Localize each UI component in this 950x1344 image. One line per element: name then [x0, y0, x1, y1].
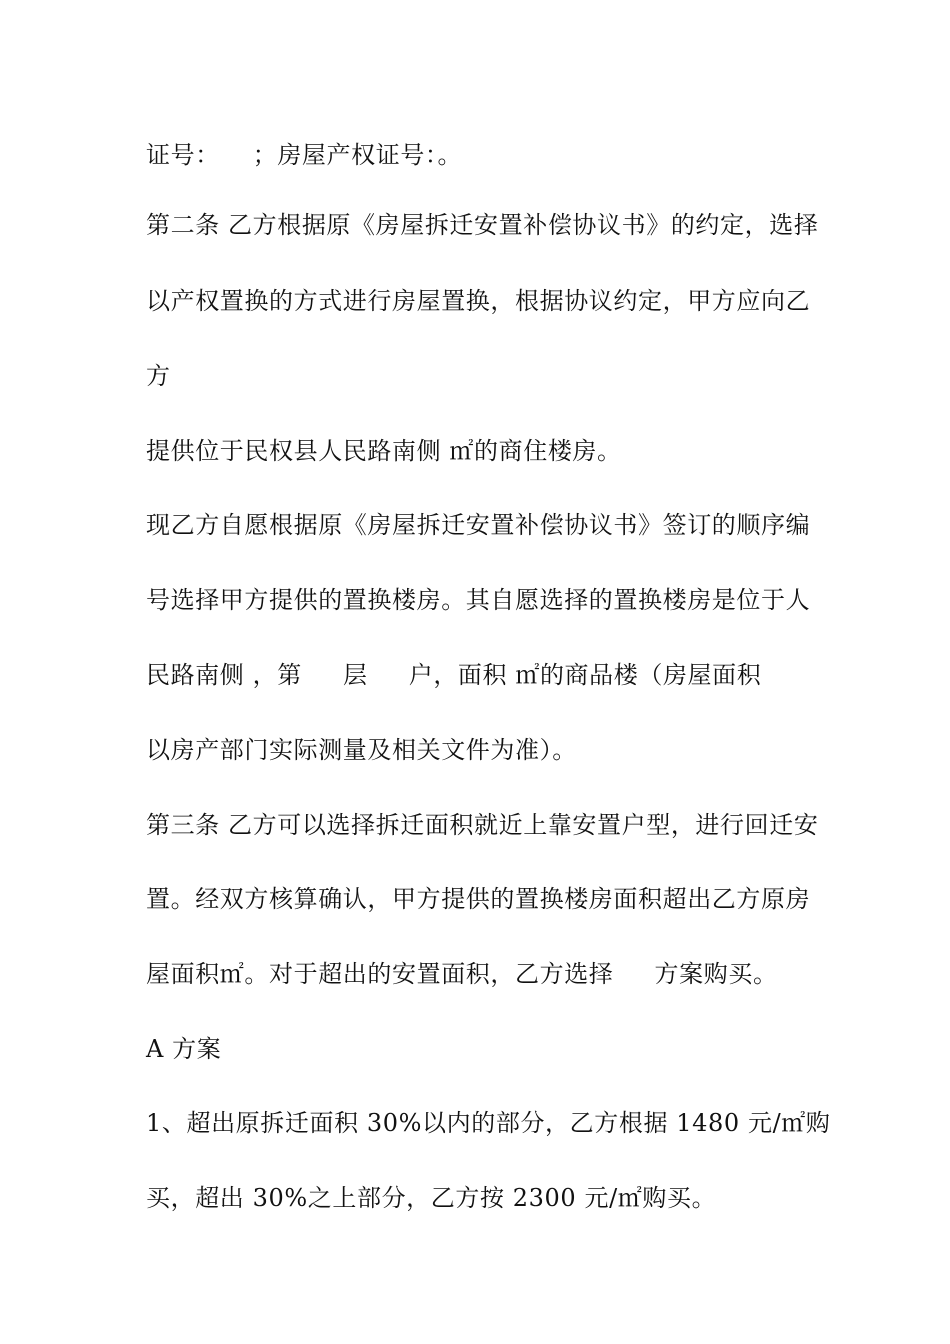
text-line-8: 民路南侧 ，第 层 户，面积 ㎡的商品楼（房屋面积: [146, 661, 762, 689]
text-line-14: 1、超出原拆迁面积 30%以内的部分，乙方根据 1480 元/㎡购: [146, 1109, 831, 1137]
text-line-15: 买，超出 30%之上部分，乙方按 2300 元/㎡购买。: [146, 1184, 717, 1212]
text-line-10: 第三条 乙方可以选择拆迁面积就近上靠安置户型，进行回迁安: [146, 811, 819, 839]
text-line-1: 证号： ；房屋产权证号：。: [146, 141, 463, 169]
text-line-12: 屋面积㎡。对于超出的安置面积，乙方选择 方案购买。: [146, 960, 778, 988]
text-line-3: 以产权置换的方式进行房屋置换，根据协议约定，甲方应向乙: [146, 287, 811, 315]
section-heading-a-plan: A 方案: [146, 1035, 222, 1063]
text-line-2: 第二条 乙方根据原《房屋拆迁安置补偿协议书》的约定，选择: [146, 211, 819, 239]
text-line-4: 方: [146, 362, 171, 390]
text-line-5: 提供位于民权县人民路南侧 ㎡的商住楼房。: [146, 437, 622, 465]
text-line-9: 以房产部门实际测量及相关文件为准）。: [146, 736, 577, 764]
text-line-7: 号选择甲方提供的置换楼房。其自愿选择的置换楼房是位于人: [146, 586, 811, 614]
text-line-11: 置。经双方核算确认，甲方提供的置换楼房面积超出乙方原房: [146, 885, 811, 913]
text-line-6: 现乙方自愿根据原《房屋拆迁安置补偿协议书》签订的顺序编: [146, 511, 811, 539]
